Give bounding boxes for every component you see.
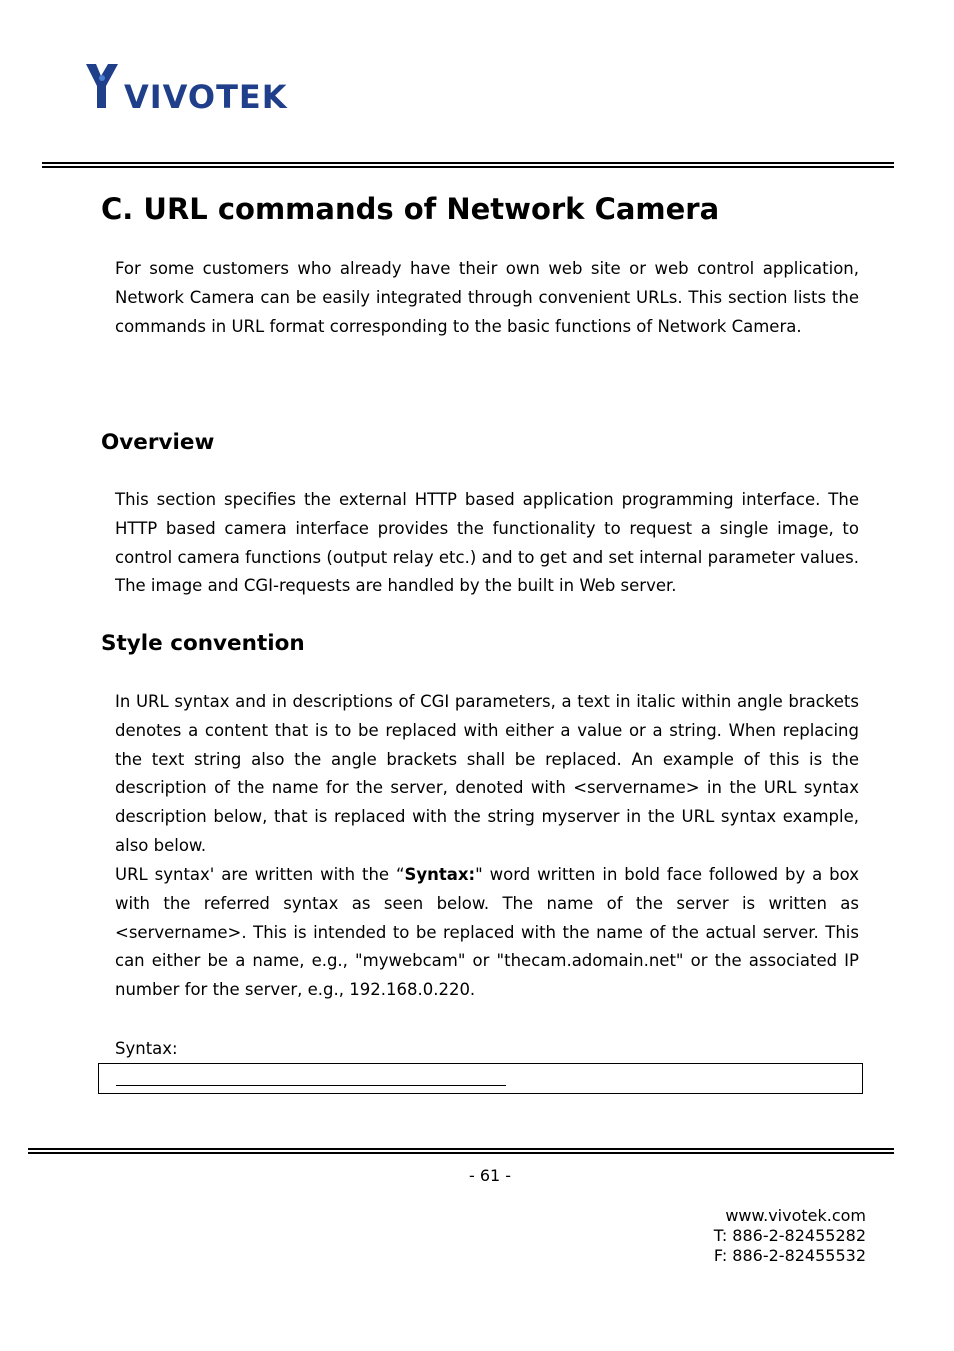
fax-number: F: 886-2-82455532	[713, 1246, 866, 1265]
style-paragraph-2	[115, 861, 859, 1005]
page-number: - 61 -	[468, 1166, 512, 1185]
style-p2-before: URL syntax' are written with the “	[115, 865, 405, 884]
style-convention-heading: Style convention	[101, 631, 305, 656]
style-p2-after: " word written in bold face followed by a box with the referred syntax as seen below. The name of the server is written as <servername>. This is intended to be replaced with the name of the actual server. This can either be a name, e.g., "mywebcam" or "thecam.adomain.net" or the associated IP number for the server, e.g., 192.168.0.220.	[115, 865, 859, 1000]
intro-paragraph: For some customers who already have their own web site or web control application, Network Camera can be easily integrated through convenient URLs. This section lists the commands in URL format corresponding to the basic functions of Network Camera.	[115, 259, 859, 336]
style-paragraph-1: In URL syntax and in descriptions of CGI parameters, a text in italic within angle brackets denotes a content that is to be replaced with either a value or a string. When replacing the text string also the angle brackets shall be replaced. An example of this is the description of the name for the server, denoted with <servername> in the URL syntax description below, that is replaced with the string myserver in the URL syntax example, also below.	[115, 692, 859, 855]
footer-divider	[28, 1148, 894, 1154]
header-divider	[42, 162, 894, 168]
contact-info	[714, 1206, 866, 1266]
page-title: C. URL commands of Network Camera	[101, 192, 720, 226]
phone-number: T: 886-2-82455282	[713, 1226, 866, 1245]
logo-wordmark: VIVOTEK	[124, 78, 288, 114]
syntax-box	[98, 1063, 863, 1094]
syntax-underline	[116, 1085, 506, 1086]
vivotek-logo	[84, 62, 294, 114]
website-link[interactable]: www.vivotek.com	[725, 1206, 866, 1225]
syntax-bold-word: Syntax:	[404, 865, 476, 884]
overview-paragraph: This section specifies the external HTTP based application programming interface. The HTTP based camera interface provides the functionality to request a single image, to control camera functions (output relay etc.) and to get and set internal parameter values. The image and CGI-requests are handled by the built in Web server.	[115, 490, 859, 596]
syntax-label: Syntax:	[115, 1039, 178, 1058]
overview-heading: Overview	[101, 430, 215, 455]
